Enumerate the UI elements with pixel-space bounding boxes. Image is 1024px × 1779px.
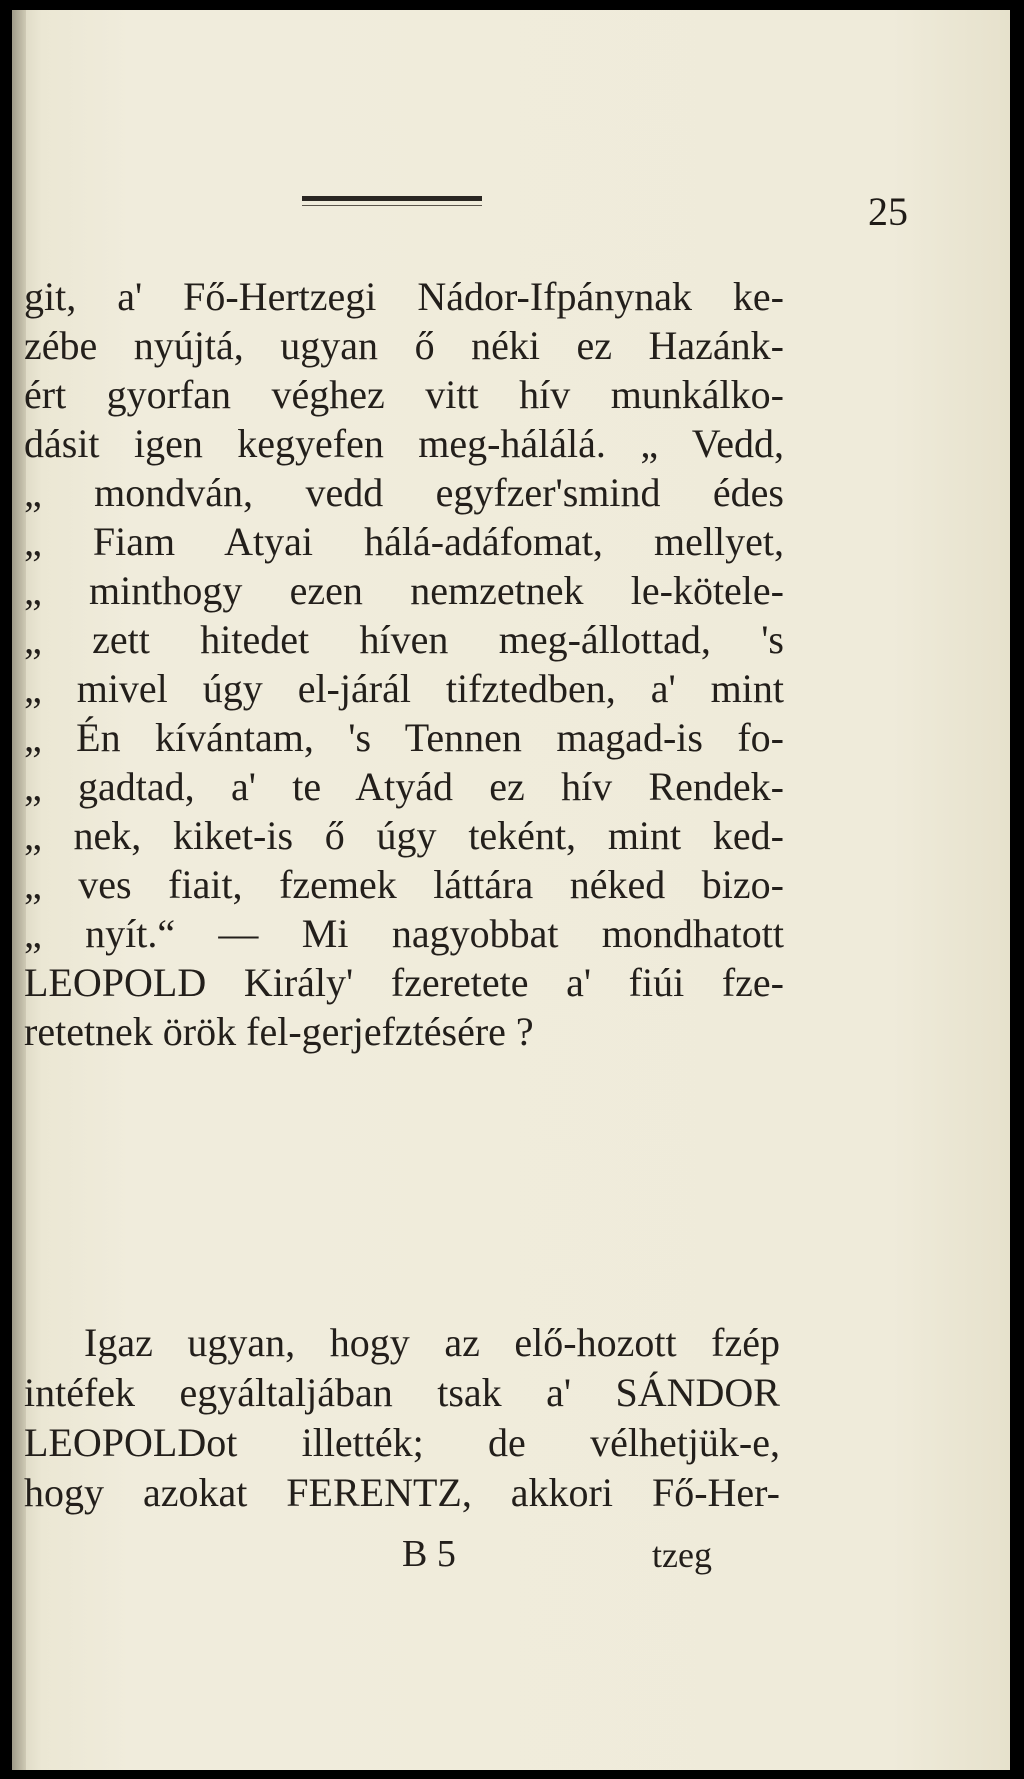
text-line: intéfek egyáltaljában tsak a' SÁNDOR <box>24 1370 780 1415</box>
text-line: „ nyít.“ — Mi nagyobbat mondhatott <box>24 911 784 956</box>
text-line: retetnek örök fel-gerjefztésére ? <box>24 1009 534 1054</box>
header-rule-thin <box>302 205 482 206</box>
text-line: ért gyorfan véghez vitt hív munkálko- <box>24 372 784 417</box>
text-line: „ minthogy ezen nemzetnek le-kötele- <box>24 568 784 613</box>
signature-mark: B 5 <box>402 1533 456 1575</box>
text-line: zébe nyújtá, ugyan ő néki ez Hazánk- <box>24 323 784 368</box>
page-number: 25 <box>868 189 908 234</box>
book-page <box>12 10 1010 1770</box>
text-line: dásit igen kegyefen meg-hálálá. „ Vedd, <box>24 421 784 466</box>
text-line: „ Én kívántam, 's Tennen magad-is fo- <box>24 715 784 760</box>
text-line: „ zett hitedet híven meg-állottad, 's <box>24 617 784 662</box>
text-line: „ nek, kiket-is ő úgy teként, mint ked- <box>24 813 784 858</box>
text-line: „ mondván, vedd egyfzer'smind édes <box>24 470 784 515</box>
catchword: tzeg <box>652 1535 712 1575</box>
paragraph-2 <box>24 1318 780 1518</box>
text-line: „ Fiam Atyai hálá-adáfomat, mellyet, <box>24 519 784 564</box>
text-line: „ gadtad, a' te Atyád ez hív Rendek- <box>24 764 784 809</box>
header-rule <box>302 196 482 201</box>
text-line: LEOPOLDot illették; de vélhetjük-e, <box>24 1420 780 1465</box>
text-line: hogy azokat FERENTZ, akkori Fő-Her- <box>24 1470 780 1515</box>
text-line: LEOPOLD Király' fzeretete a' fiúi fze- <box>24 960 784 1005</box>
text-line: „ mivel úgy el-járál tifztedben, a' mint <box>24 666 784 711</box>
text-line: git, a' Fő-Hertzegi Nádor-Ifpánynak ke- <box>24 274 784 319</box>
text-line: „ ves fiait, fzemek láttára néked bizo- <box>24 862 784 907</box>
text-line: Igaz ugyan, hogy az elő-hozott fzép <box>84 1320 780 1365</box>
paragraph-1 <box>24 272 784 1056</box>
